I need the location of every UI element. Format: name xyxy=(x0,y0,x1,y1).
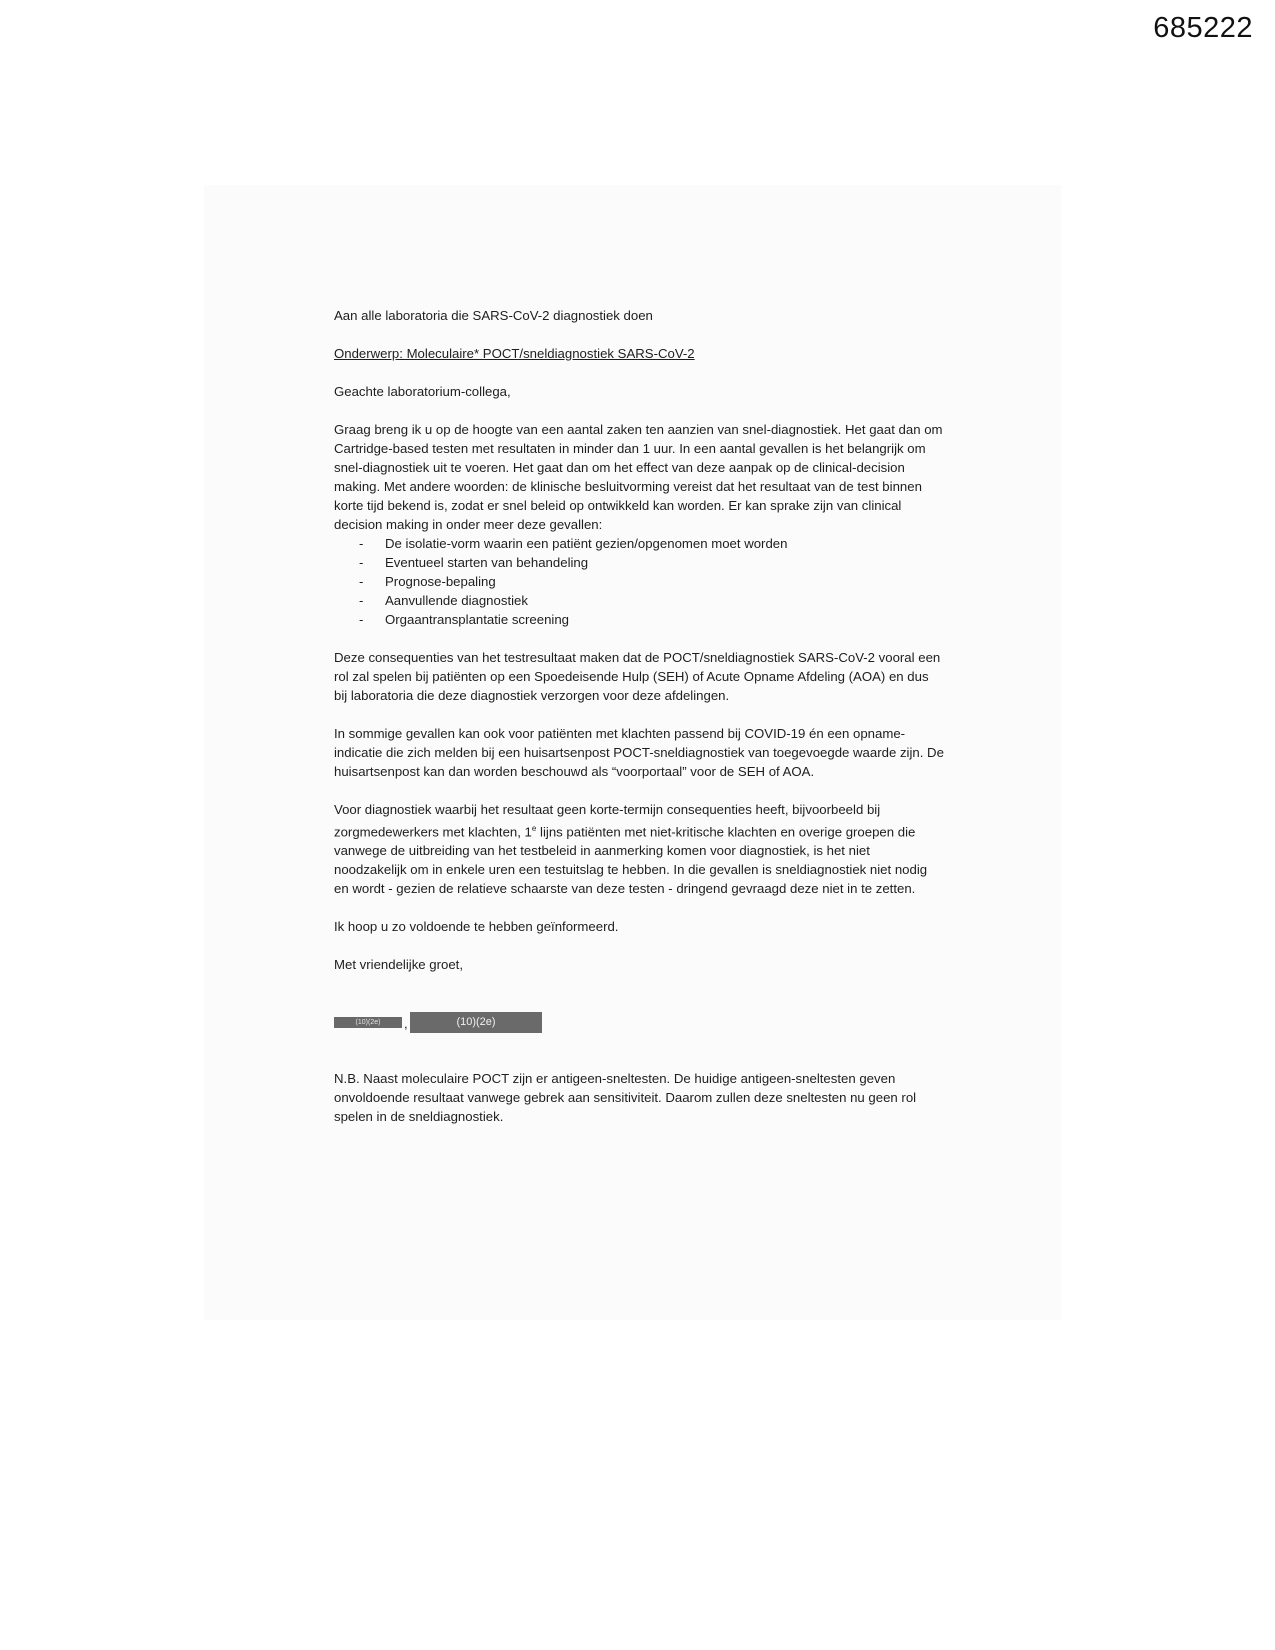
redaction-block-small: (10)(2e) xyxy=(334,1017,402,1028)
redaction-block-large: (10)(2e) xyxy=(410,1012,542,1033)
consequences-paragraph: Deze consequenties van het testresultaat maken dat de POCT/sneldiagnostiek SARS-CoV-2 vooral een rol zal spelen bij patiënten op een Spoedeisende Hulp (SEH) of Acute Opname Afdeling (AOA) en dus bij laboratoria die deze diagnostiek verzorgen voor deze afdelingen. xyxy=(334,650,941,703)
list-bullet: - xyxy=(359,574,364,589)
letter-addressee: Aan alle laboratoria die SARS-CoV-2 diagnostiek doen xyxy=(334,308,653,323)
signature-row xyxy=(334,1012,944,1034)
list-item-text: De isolatie-vorm waarin een patiënt gezien/opgenomen moet worden xyxy=(385,536,788,551)
document-number: 685222 xyxy=(1153,12,1253,44)
list-item-text: Eventueel starten van behandeling xyxy=(385,555,589,570)
letter-closing: Met vriendelijke groet, xyxy=(334,957,464,973)
list-item xyxy=(334,534,944,553)
list-item-text: Prognose-bepaling xyxy=(385,574,496,589)
list-item xyxy=(334,553,944,572)
huisartsenpost-paragraph: In sommige gevallen kan ook voor patiënten met klachten passend bij COVID-19 én een opname-indicatie die zich melden bij een huisartsenpost POCT-sneldiagnostiek van toegevoegde waarde zijn. De huisartsenpost kan dan worden beschouwd als “voorportaal” voor de SEH of AOA. xyxy=(334,726,944,779)
list-bullet: - xyxy=(359,555,364,570)
list-item xyxy=(334,572,944,591)
letter-subject: Onderwerp: Moleculaire* POCT/sneldiagnostiek SARS-CoV-2 xyxy=(334,346,695,361)
short-term-paragraph xyxy=(334,800,944,898)
list-item-text: Aanvullende diagnostiek xyxy=(385,593,528,608)
list-bullet: - xyxy=(359,536,364,551)
short-term-text-part1: Voor diagnostiek waarbij het resultaat geen korte-termijn consequenties heeft, bijvoorbeeld bij zorgmedewerkers met klachten, 1 xyxy=(334,802,881,840)
short-term-text-part2: lijns patiënten met niet-kritische klachten en overige groepen die vanwege de uitbreiding van het testbeleid in aanmerking komen voor diagnostiek, is het niet noodzakelijk om in enkele uren een testuitslag te hebben. In die gevallen is sneldiagnostiek niet nodig en wordt - gezien de relatieve schaarste van deze testen - dringend gevraagd deze niet in te zetten. xyxy=(334,824,928,897)
list-item xyxy=(334,591,944,610)
hope-sentence: Ik hoop u zo voldoende te hebben geïnformeerd. xyxy=(334,919,619,935)
intro-paragraph: Graag breng ik u op de hoogte van een aantal zaken ten aanzien van snel-diagnostiek. Het gaat dan om Cartridge-based testen met resultaten in minder dan 1 uur. In een aantal gevallen is het belangrijk om snel-diagnostiek uit te voeren. Het gaat dan om het effect van deze aanpak op de clinical-decision making. Met andere woorden: de klinische besluitvorming vereist dat het resultaat van de test binnen korte tijd bekend is, zodat er snel beleid op ontwikkeld kan worden. Er kan sprake zijn van clinical decision making in onder meer deze gevallen: xyxy=(334,422,943,532)
list-bullet: - xyxy=(359,593,364,608)
nb-paragraph: N.B. Naast moleculaire POCT zijn er antigeen-sneltesten. De huidige antigeen-sneltesten geven onvoldoende resultaat vanwege gebrek aan sensitiviteit. Daarom zullen deze sneltesten nu geen rol spelen in de sneldiagnostiek. xyxy=(334,1071,917,1125)
list-bullet: - xyxy=(359,612,364,627)
list-item-text: Orgaantransplantatie screening xyxy=(385,612,570,627)
superscript-e: e xyxy=(531,824,537,833)
signature-separator: , xyxy=(404,1016,408,1032)
decision-cases-list xyxy=(334,534,944,629)
letter-body xyxy=(334,306,944,1126)
letter-salutation: Geachte laboratorium-collega, xyxy=(334,384,511,399)
list-item xyxy=(334,610,944,629)
